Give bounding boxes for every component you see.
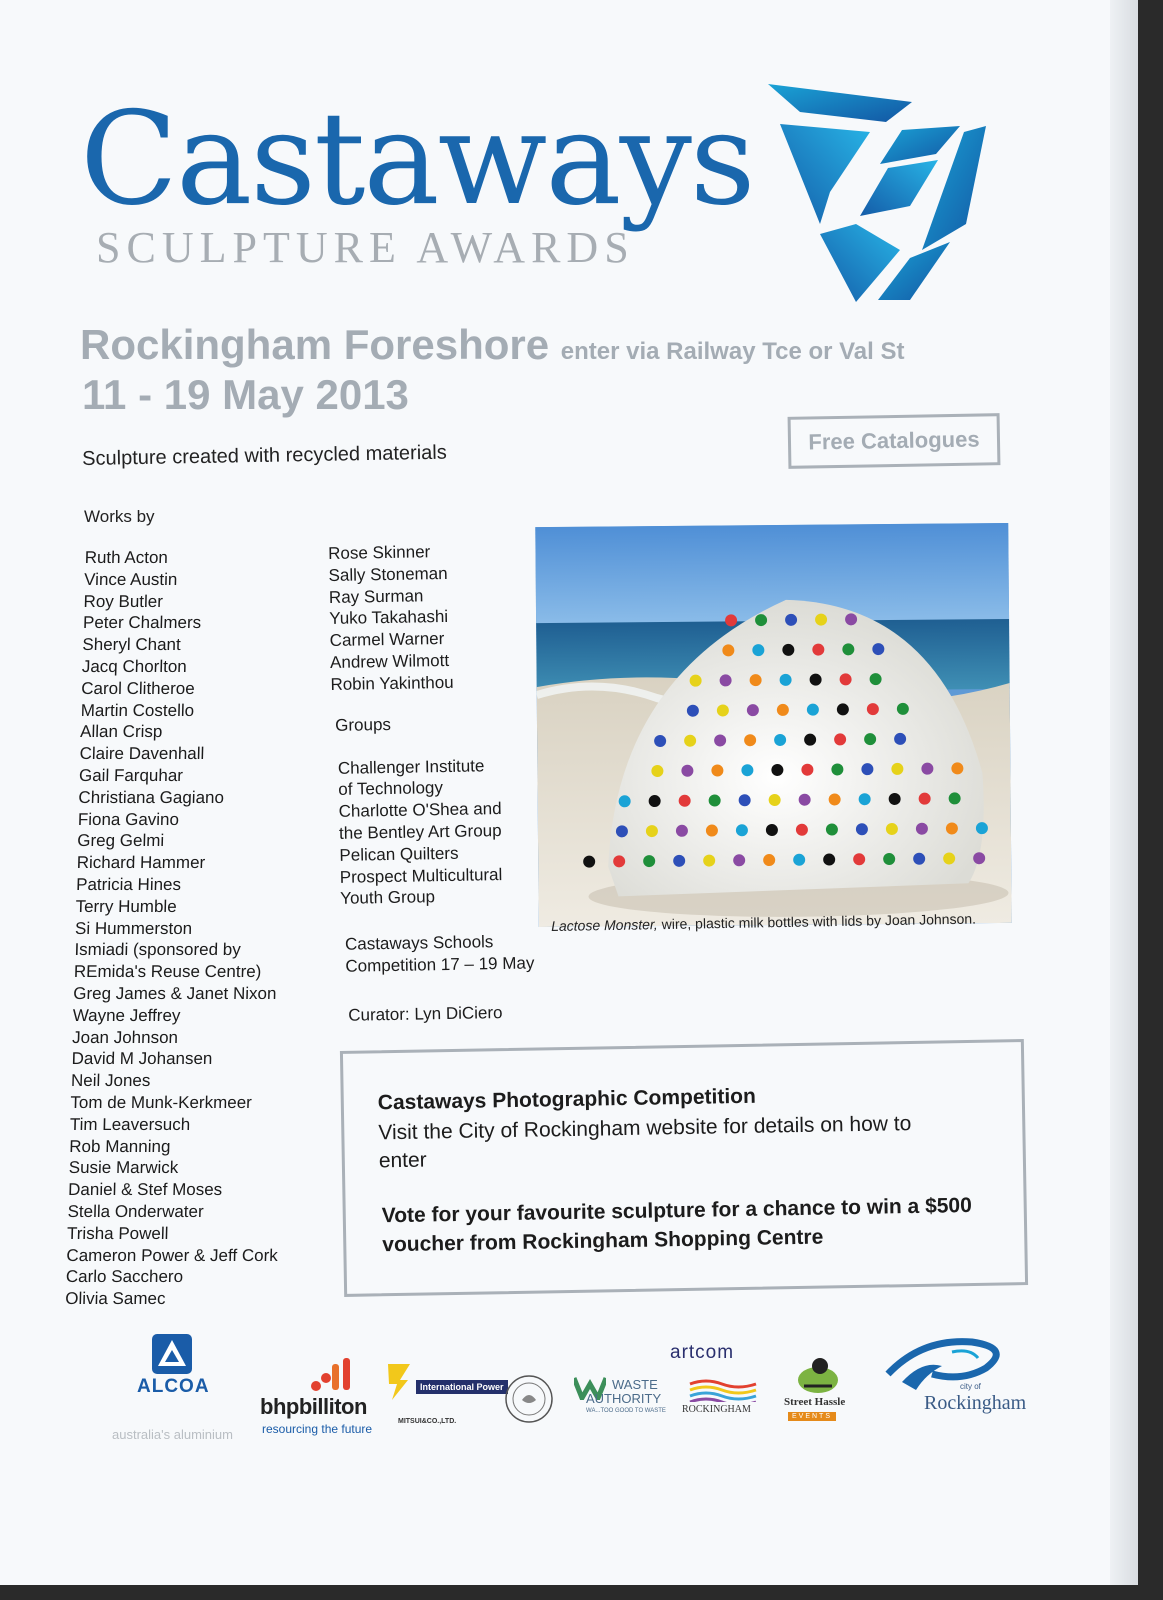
bottle-lid — [739, 794, 751, 806]
curator: Curator: Lyn DiCiero — [348, 1002, 503, 1025]
bottle-lid — [921, 763, 933, 775]
street-hassle-name: Street Hassle — [784, 1396, 846, 1408]
bottle-lid — [949, 792, 961, 804]
artist-name: Andrew Wilmott — [329, 650, 450, 672]
photographic-competition-box — [340, 1039, 1028, 1297]
artist-name: REmida's Reuse Centre) — [73, 962, 262, 982]
bottle-lid — [643, 855, 655, 867]
bottle-lid — [654, 735, 666, 747]
government-wa-seal-icon — [504, 1374, 554, 1424]
street-hassle-events: EVENTS — [788, 1412, 836, 1421]
page-edge-shadow — [1110, 0, 1138, 1585]
bottle-lid — [837, 703, 849, 715]
bottle-lid — [684, 735, 696, 747]
bottle-lid — [763, 854, 775, 866]
bottle-lid — [681, 765, 693, 777]
bottle-lid — [782, 644, 794, 656]
artist-name: Neil Jones — [70, 1071, 151, 1091]
bottle-lid — [853, 853, 865, 865]
bottle-lid — [717, 704, 729, 716]
bottle-lid — [709, 794, 721, 806]
city-of-rockingham-icon — [882, 1330, 1022, 1394]
artist-name: Greg Gelmi — [77, 831, 165, 851]
waste-label: WASTE — [612, 1377, 658, 1392]
bhp-name: bhpbilliton — [260, 1394, 367, 1419]
bottle-lid — [785, 614, 797, 626]
group-name: Challenger Institute — [337, 755, 485, 778]
artist-list-column-2 — [328, 539, 561, 1026]
artcom-name: artcom — [670, 1342, 735, 1363]
artist-name: Trisha Powell — [66, 1223, 169, 1243]
artist-name: Joan Johnson — [71, 1027, 179, 1047]
artist-name: Jacq Chorlton — [81, 656, 188, 676]
bottle-lid — [812, 644, 824, 656]
city-of-label: city of — [960, 1382, 981, 1391]
bhp-tagline: resourcing the future — [262, 1422, 373, 1436]
bottle-lid — [870, 673, 882, 685]
bottle-lid — [810, 674, 822, 686]
artist-name: Vince Austin — [83, 569, 178, 589]
bottle-lid — [780, 674, 792, 686]
bottle-lid — [897, 703, 909, 715]
bottle-lid — [856, 823, 868, 835]
group-name: Pelican Quilters — [339, 843, 459, 865]
bottle-lid — [976, 822, 988, 834]
bottle-lid — [951, 762, 963, 774]
bottle-lid — [861, 763, 873, 775]
artist-name: Patricia Hines — [75, 874, 182, 894]
artist-name: Christiana Gagiano — [78, 787, 225, 807]
artist-name: Sheryl Chant — [82, 635, 181, 655]
event-dates: 11 - 19 May 2013 — [82, 371, 409, 418]
international-power-icon — [384, 1360, 414, 1400]
artist-name: Claire Davenhall — [79, 744, 205, 764]
bottle-lid — [845, 613, 857, 625]
artist-name: David M Johansen — [71, 1049, 213, 1069]
rockingham-label: Rockingham — [924, 1392, 1027, 1414]
artist-name: Allan Crisp — [79, 722, 163, 742]
bottle-lid — [613, 855, 625, 867]
competition-body: Visit the City of Rockingham website for details on how to enter — [378, 1112, 912, 1173]
caption-text: wire, plastic milk bottles with lids by Joan Johnson. — [657, 910, 977, 933]
bottle-lid — [733, 854, 745, 866]
authority-label: AUTHORITY — [586, 1391, 662, 1406]
groups-heading: Groups — [335, 714, 392, 735]
artist-name: Robin Yakinthou — [330, 672, 454, 694]
bottle-lid — [793, 854, 805, 866]
waste-authority-tagline: WA...TOO GOOD TO WASTE — [586, 1408, 666, 1414]
bottle-lid — [886, 823, 898, 835]
bottle-lid — [823, 853, 835, 865]
bottle-lid — [867, 703, 879, 715]
bottle-lid — [755, 614, 767, 626]
bottle-lid — [796, 824, 808, 836]
alcoa-name: ALCOA — [137, 1376, 210, 1397]
lactose-monster-image — [535, 523, 1011, 927]
alcoa-icon — [152, 1334, 192, 1374]
bottle-lid — [720, 674, 732, 686]
bottle-lid — [840, 673, 852, 685]
bottle-lid — [883, 853, 895, 865]
artist-name: Martin Costello — [80, 700, 195, 720]
bottle-lid — [889, 793, 901, 805]
bottle-lid — [807, 704, 819, 716]
artist-name: Greg James & Janet Nixon — [73, 983, 277, 1003]
artist-list-continued — [328, 539, 556, 695]
bottle-lid — [834, 733, 846, 745]
groups-list — [332, 754, 560, 910]
castaways-title: Castaways — [80, 85, 754, 234]
bottle-lid — [894, 733, 906, 745]
bottle-lid — [673, 855, 685, 867]
free-catalogues-badge: Free Catalogues — [788, 413, 1001, 469]
bottle-lid — [916, 823, 928, 835]
bottle-lid — [676, 825, 688, 837]
bottle-lid — [690, 675, 702, 687]
bottle-lid — [583, 856, 595, 868]
artist-name: Olivia Samec — [65, 1289, 166, 1309]
sculpture-photo — [535, 523, 1011, 927]
artist-name: Carlo Sacchero — [65, 1267, 184, 1287]
bottle-lid — [943, 852, 955, 864]
artist-name: Richard Hammer — [76, 853, 206, 873]
bottle-lid — [752, 644, 764, 656]
bhp-dots-icon — [310, 1356, 356, 1392]
bottle-lid — [864, 733, 876, 745]
bottle-lid — [687, 705, 699, 717]
bottle-lid — [826, 823, 838, 835]
bottle-lid — [706, 824, 718, 836]
artist-name: Daniel & Stef Moses — [67, 1180, 223, 1200]
group-name: of Technology — [338, 778, 444, 800]
bottle-lid — [679, 795, 691, 807]
sculpture-awards-subtitle: SCULPTURE AWARDS — [96, 223, 635, 272]
venue-note: enter via Railway Tce or Val St — [560, 338, 905, 365]
artist-name: Susie Marwick — [68, 1158, 179, 1178]
vote-promo: Vote for your favourite sculpture for a chance to win a $500 voucher from Rockingham Shopping Centre — [381, 1193, 972, 1257]
mitsui-name: MITSUI&CO.,LTD. — [398, 1418, 457, 1425]
artist-name: Ismiadi (sponsored by — [74, 940, 242, 960]
group-name: the Bentley Art Group — [338, 820, 502, 843]
bottle-lid — [913, 853, 925, 865]
bottle-lid — [616, 825, 628, 837]
artist-name: Ray Surman — [328, 585, 424, 607]
bottle-lid — [774, 734, 786, 746]
bottle-lid — [891, 763, 903, 775]
bottle-lid — [799, 794, 811, 806]
tagline: Sculpture created with recycled materials — [82, 441, 447, 470]
bottle-lid — [714, 734, 726, 746]
bottle-lid — [736, 824, 748, 836]
bottle-lid — [744, 734, 756, 746]
bottle-lid — [725, 614, 737, 626]
bottle-lid — [646, 825, 658, 837]
bottle-lid — [842, 643, 854, 655]
artist-name: Rose Skinner — [328, 542, 431, 563]
artist-name: Gail Farquhar — [78, 765, 184, 785]
bottle-lid — [973, 852, 985, 864]
rockingham-shopping-centre-icon — [688, 1378, 758, 1402]
venue-name: Rockingham Foreshore — [80, 321, 550, 368]
bottle-lid — [859, 793, 871, 805]
bottle-lid — [741, 764, 753, 776]
alcoa-tagline: australia's aluminium — [112, 1427, 233, 1442]
artist-list — [65, 547, 345, 1310]
artist-name: Carmel Warner — [329, 629, 445, 651]
artist-name: Tom de Munk-Kerkmeer — [70, 1092, 253, 1112]
venue-line — [80, 322, 905, 368]
bottle-lid — [872, 643, 884, 655]
caption-title: Lactose Monster, — [551, 916, 658, 934]
bottle-lid — [711, 764, 723, 776]
artist-name: Rob Manning — [69, 1136, 171, 1156]
bottle-lid — [777, 704, 789, 716]
bottle-lid — [831, 763, 843, 775]
artist-name: Roy Butler — [83, 591, 164, 611]
bottle-lid — [747, 704, 759, 716]
artist-name: Si Hummerston — [74, 918, 193, 938]
bottle-lid — [649, 795, 661, 807]
artist-name: Wayne Jeffrey — [72, 1005, 181, 1025]
bottle-lid — [651, 765, 663, 777]
schools-competition — [345, 930, 561, 977]
artist-name: Ruth Acton — [84, 548, 169, 567]
artist-name: Stella Onderwater — [67, 1201, 204, 1221]
group-name: Youth Group — [340, 887, 436, 909]
competition-title: Castaways Photographic Competition — [377, 1084, 757, 1115]
artist-name: Yuko Takahashi — [329, 607, 449, 629]
artist-name: Terry Humble — [75, 896, 177, 916]
artist-name: Sally Stoneman — [328, 563, 448, 585]
artist-name: Fiona Gavino — [77, 809, 180, 829]
bottle-lid — [815, 614, 827, 626]
international-power-name: International Power — [416, 1380, 508, 1394]
bottle-lid — [829, 793, 841, 805]
group-name: Charlotte O'Shea and — [338, 799, 502, 822]
bottle-lid — [722, 644, 734, 656]
artist-name: Cameron Power & Jeff Cork — [66, 1245, 279, 1265]
group-name: Prospect Multicultural — [339, 864, 503, 887]
artist-name: Peter Chalmers — [82, 613, 202, 633]
bottle-lid — [919, 793, 931, 805]
artist-name: Carol Clitheroe — [81, 678, 195, 698]
bottle-lid — [619, 795, 631, 807]
street-hassle-icon — [796, 1356, 840, 1394]
schools-line-1: Castaways Schools — [344, 932, 494, 954]
bottle-lid — [769, 794, 781, 806]
rockingham-sc-name: ROCKINGHAM — [682, 1404, 751, 1415]
bottle-lid — [804, 734, 816, 746]
bottle-lid — [766, 824, 778, 836]
bottle-lid — [946, 822, 958, 834]
artist-name: Tim Leaversuch — [69, 1114, 191, 1134]
bottle-lid — [703, 855, 715, 867]
bottle-lid — [750, 674, 762, 686]
bottle-lid — [771, 764, 783, 776]
castaways-emblem-icon — [760, 74, 992, 306]
works-by-heading: Works by — [84, 507, 155, 526]
schools-line-2: Competition 17 – 19 May — [345, 953, 535, 976]
bottle-lid — [801, 764, 813, 776]
